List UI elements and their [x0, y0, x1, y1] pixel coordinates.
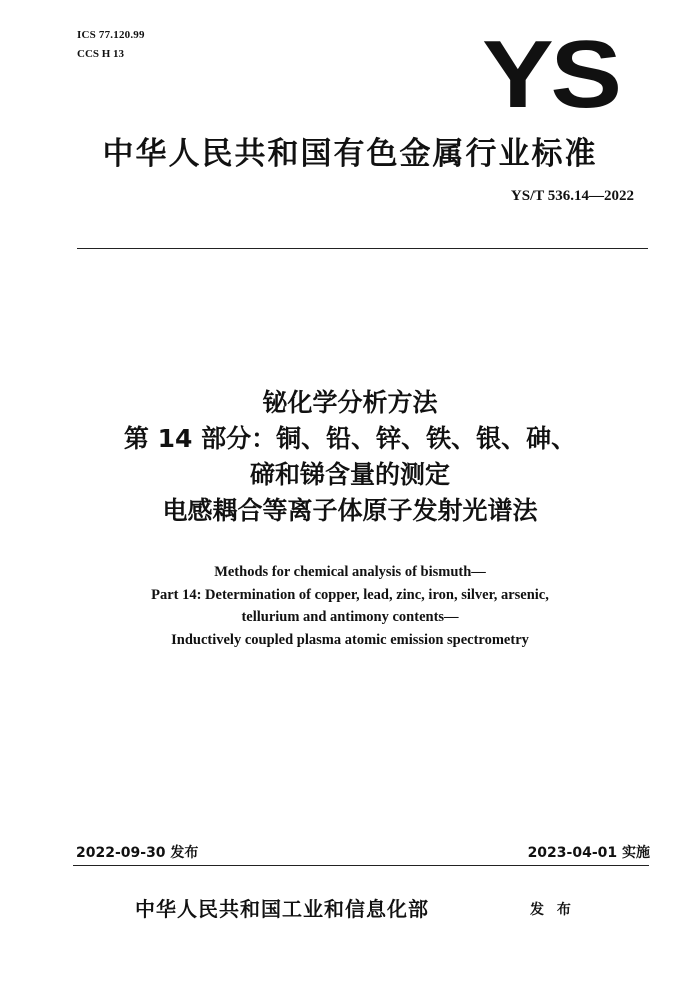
chinese-title [50, 385, 650, 529]
bottom-divider [73, 865, 649, 866]
ccs-code: CCS H 13 [77, 48, 125, 60]
ics-code: ICS 77.120.99 [77, 29, 145, 41]
english-title-line: Inductively coupled plasma atomic emission spectrometry [171, 631, 529, 648]
industry-standard-title: 中华人民共和国有色金属行业标准 [102, 136, 598, 172]
publish-label: 发 布 [530, 902, 575, 918]
english-title-line: Part 14: Determination of copper, lead, zinc, iron, silver, arsenic, [151, 586, 549, 603]
ys-logo: YS [482, 21, 619, 128]
english-title [50, 561, 650, 651]
implementation-date: 2023-04-01 实施 [527, 845, 650, 861]
english-title-line: tellurium and antimony contents— [241, 609, 459, 625]
chinese-title-line: 铋化学分析方法 [262, 388, 438, 417]
issue-date: 2022-09-30 发布 [76, 845, 199, 861]
chinese-title-line: 碲和锑含量的测定 [249, 460, 450, 489]
chinese-title-line: 电感耦合等离子体原子发射光谱法 [162, 496, 538, 525]
publisher-name: 中华人民共和国工业和信息化部 [135, 897, 429, 921]
top-divider [77, 248, 648, 249]
english-title-line: Methods for chemical analysis of bismuth— [214, 564, 486, 580]
standard-number: YS/T 536.14—2022 [510, 188, 634, 204]
chinese-title-line: 第 14 部分：铜、铅、锌、铁、银、砷、 [123, 424, 577, 453]
